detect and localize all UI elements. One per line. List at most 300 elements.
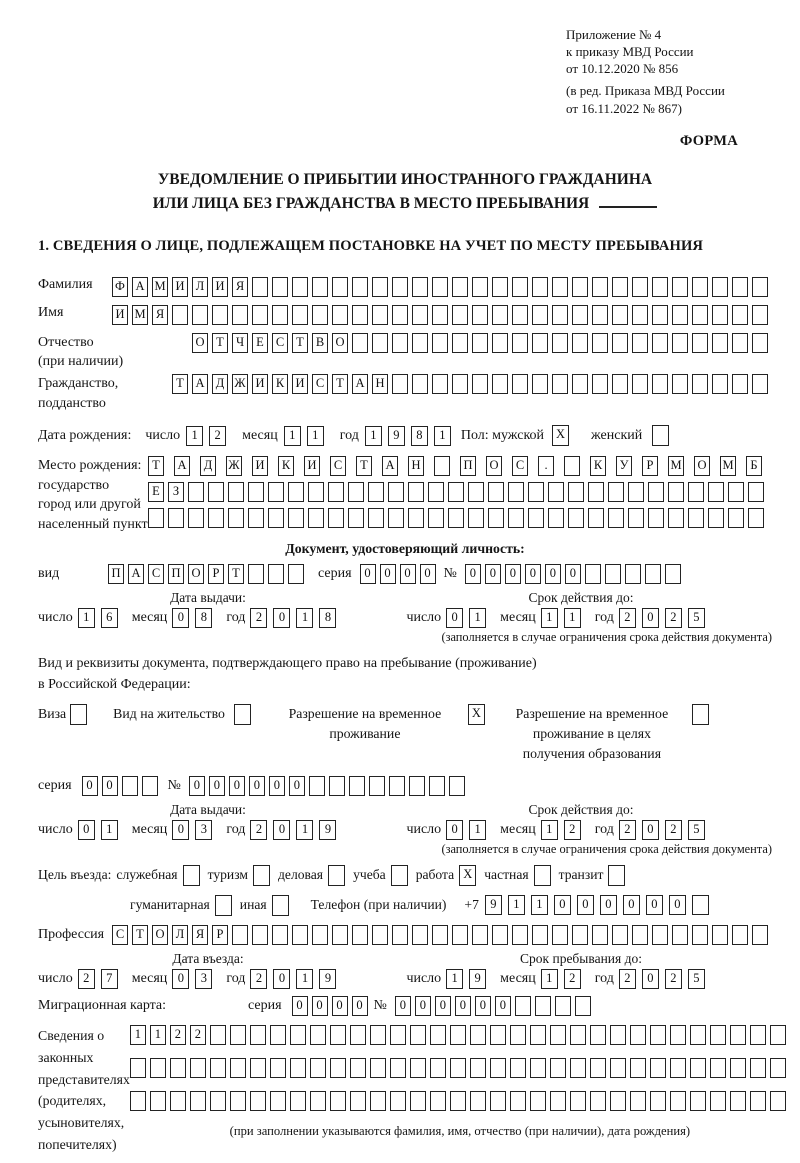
purpose-transit-checkbox[interactable] bbox=[608, 865, 625, 886]
char-box[interactable]: 9 bbox=[319, 820, 336, 840]
char-box[interactable]: О bbox=[188, 564, 204, 584]
purpose-work-checkbox[interactable] bbox=[459, 865, 476, 886]
char-box[interactable] bbox=[590, 1025, 606, 1045]
char-box[interactable] bbox=[308, 508, 324, 528]
char-box[interactable]: 2 bbox=[665, 820, 682, 840]
char-box[interactable] bbox=[670, 1091, 686, 1111]
char-box[interactable] bbox=[288, 508, 304, 528]
char-box[interactable]: 0 bbox=[554, 895, 571, 915]
char-box[interactable] bbox=[468, 482, 484, 502]
identity-issue-year-boxes[interactable] bbox=[250, 608, 342, 628]
char-box[interactable] bbox=[710, 1025, 726, 1045]
char-box[interactable] bbox=[670, 1058, 686, 1078]
char-box[interactable] bbox=[650, 1025, 666, 1045]
doc-type-boxes[interactable] bbox=[108, 564, 308, 584]
char-box[interactable]: И bbox=[212, 277, 228, 297]
char-box[interactable] bbox=[552, 305, 568, 325]
char-box[interactable] bbox=[350, 1091, 366, 1111]
char-box[interactable]: Т bbox=[148, 456, 164, 476]
char-box[interactable] bbox=[530, 1058, 546, 1078]
char-box[interactable]: Н bbox=[408, 456, 424, 476]
char-box[interactable] bbox=[515, 996, 531, 1016]
char-box[interactable] bbox=[492, 277, 508, 297]
char-box[interactable] bbox=[612, 277, 628, 297]
char-box[interactable] bbox=[350, 1058, 366, 1078]
residence-permit-checkbox[interactable] bbox=[234, 704, 251, 725]
char-box[interactable]: 2 bbox=[619, 820, 636, 840]
char-box[interactable] bbox=[572, 305, 588, 325]
char-box[interactable] bbox=[212, 305, 228, 325]
char-box[interactable]: Т bbox=[212, 333, 228, 353]
char-box[interactable] bbox=[408, 508, 424, 528]
char-box[interactable] bbox=[770, 1058, 786, 1078]
char-box[interactable] bbox=[728, 508, 744, 528]
char-box[interactable]: 0 bbox=[273, 969, 290, 989]
char-box[interactable] bbox=[564, 456, 580, 476]
char-box[interactable]: М bbox=[152, 277, 168, 297]
char-box[interactable]: Я bbox=[192, 925, 208, 945]
residence-issue-day-boxes[interactable] bbox=[78, 820, 124, 840]
char-box[interactable] bbox=[628, 482, 644, 502]
char-box[interactable] bbox=[750, 1091, 766, 1111]
char-box[interactable] bbox=[750, 1025, 766, 1045]
char-box[interactable] bbox=[432, 374, 448, 394]
representatives-row2-boxes[interactable] bbox=[130, 1058, 790, 1078]
char-box[interactable] bbox=[312, 277, 328, 297]
char-box[interactable]: 0 bbox=[209, 776, 225, 796]
char-box[interactable] bbox=[130, 1058, 146, 1078]
residence-valid-day-boxes[interactable] bbox=[446, 820, 492, 840]
char-box[interactable]: А bbox=[382, 456, 398, 476]
char-box[interactable]: 1 bbox=[531, 895, 548, 915]
char-box[interactable] bbox=[272, 305, 288, 325]
char-box[interactable]: 1 bbox=[186, 426, 203, 446]
char-box[interactable] bbox=[632, 374, 648, 394]
char-box[interactable] bbox=[308, 482, 324, 502]
char-box[interactable]: X bbox=[552, 425, 569, 446]
char-box[interactable]: А bbox=[174, 456, 190, 476]
char-box[interactable] bbox=[710, 1091, 726, 1111]
birth-place-row1-boxes[interactable] bbox=[148, 456, 772, 476]
char-box[interactable]: 0 bbox=[525, 564, 541, 584]
char-box[interactable] bbox=[552, 374, 568, 394]
char-box[interactable]: 1 bbox=[101, 820, 118, 840]
char-box[interactable] bbox=[452, 277, 468, 297]
char-box[interactable] bbox=[228, 508, 244, 528]
char-box[interactable] bbox=[252, 925, 268, 945]
char-box[interactable] bbox=[350, 1025, 366, 1045]
char-box[interactable] bbox=[192, 305, 208, 325]
char-box[interactable] bbox=[248, 508, 264, 528]
char-box[interactable] bbox=[450, 1091, 466, 1111]
edu-permit-checkbox[interactable] bbox=[692, 704, 709, 725]
char-box[interactable] bbox=[470, 1091, 486, 1111]
char-box[interactable] bbox=[332, 925, 348, 945]
char-box[interactable] bbox=[130, 1091, 146, 1111]
char-box[interactable]: И bbox=[172, 277, 188, 297]
char-box[interactable] bbox=[512, 333, 528, 353]
char-box[interactable] bbox=[290, 1091, 306, 1111]
char-box[interactable] bbox=[492, 333, 508, 353]
char-box[interactable]: К bbox=[272, 374, 288, 394]
char-box[interactable] bbox=[608, 508, 624, 528]
char-box[interactable] bbox=[390, 1091, 406, 1111]
char-box[interactable]: О bbox=[332, 333, 348, 353]
char-box[interactable]: П bbox=[168, 564, 184, 584]
char-box[interactable] bbox=[412, 333, 428, 353]
char-box[interactable] bbox=[575, 996, 591, 1016]
surname-boxes[interactable] bbox=[112, 277, 772, 297]
char-box[interactable] bbox=[368, 508, 384, 528]
char-box[interactable] bbox=[352, 925, 368, 945]
char-box[interactable] bbox=[272, 277, 288, 297]
stay-month-boxes[interactable] bbox=[541, 969, 587, 989]
char-box[interactable] bbox=[349, 776, 365, 796]
char-box[interactable] bbox=[452, 374, 468, 394]
char-box[interactable] bbox=[632, 333, 648, 353]
char-box[interactable] bbox=[672, 374, 688, 394]
char-box[interactable]: Л bbox=[192, 277, 208, 297]
char-box[interactable] bbox=[389, 776, 405, 796]
char-box[interactable] bbox=[572, 277, 588, 297]
char-box[interactable] bbox=[352, 305, 368, 325]
stay-year-boxes[interactable] bbox=[619, 969, 711, 989]
char-box[interactable] bbox=[142, 776, 158, 796]
char-box[interactable]: 2 bbox=[78, 969, 95, 989]
char-box[interactable]: С bbox=[512, 456, 528, 476]
citizenship-boxes[interactable] bbox=[172, 374, 772, 394]
char-box[interactable] bbox=[732, 925, 748, 945]
char-box[interactable] bbox=[690, 1025, 706, 1045]
char-box[interactable]: 2 bbox=[170, 1025, 186, 1045]
char-box[interactable] bbox=[632, 925, 648, 945]
char-box[interactable] bbox=[630, 1058, 646, 1078]
char-box[interactable] bbox=[252, 305, 268, 325]
visa-checkbox[interactable] bbox=[70, 704, 87, 725]
char-box[interactable] bbox=[572, 925, 588, 945]
entry-year-boxes[interactable] bbox=[250, 969, 342, 989]
char-box[interactable] bbox=[410, 1025, 426, 1045]
char-box[interactable] bbox=[330, 1091, 346, 1111]
char-box[interactable] bbox=[690, 1091, 706, 1111]
char-box[interactable] bbox=[328, 508, 344, 528]
char-box[interactable]: З bbox=[168, 482, 184, 502]
char-box[interactable]: 0 bbox=[642, 820, 659, 840]
char-box[interactable]: 0 bbox=[446, 608, 463, 628]
char-box[interactable] bbox=[432, 305, 448, 325]
char-box[interactable] bbox=[449, 776, 465, 796]
char-box[interactable]: О bbox=[152, 925, 168, 945]
char-box[interactable] bbox=[328, 865, 345, 886]
char-box[interactable] bbox=[770, 1091, 786, 1111]
char-box[interactable] bbox=[552, 333, 568, 353]
char-box[interactable]: О bbox=[486, 456, 502, 476]
identity-valid-day-boxes[interactable] bbox=[446, 608, 492, 628]
purpose-official-checkbox[interactable] bbox=[183, 865, 200, 886]
representatives-row3-boxes[interactable] bbox=[130, 1091, 790, 1111]
char-box[interactable]: 0 bbox=[577, 895, 594, 915]
char-box[interactable] bbox=[532, 277, 548, 297]
char-box[interactable] bbox=[630, 1025, 646, 1045]
char-box[interactable] bbox=[210, 1091, 226, 1111]
char-box[interactable] bbox=[728, 482, 744, 502]
char-box[interactable]: Т bbox=[172, 374, 188, 394]
char-box[interactable] bbox=[232, 925, 248, 945]
char-box[interactable]: 0 bbox=[189, 776, 205, 796]
char-box[interactable]: Т bbox=[228, 564, 244, 584]
char-box[interactable]: 0 bbox=[495, 996, 511, 1016]
char-box[interactable] bbox=[610, 1058, 626, 1078]
char-box[interactable] bbox=[408, 482, 424, 502]
char-box[interactable]: 0 bbox=[485, 564, 501, 584]
char-box[interactable] bbox=[330, 1058, 346, 1078]
char-box[interactable]: 1 bbox=[469, 608, 486, 628]
char-box[interactable] bbox=[712, 374, 728, 394]
char-box[interactable] bbox=[390, 1058, 406, 1078]
char-box[interactable] bbox=[770, 1025, 786, 1045]
char-box[interactable] bbox=[352, 277, 368, 297]
char-box[interactable]: 0 bbox=[269, 776, 285, 796]
char-box[interactable] bbox=[270, 1025, 286, 1045]
identity-valid-month-boxes[interactable] bbox=[541, 608, 587, 628]
char-box[interactable]: 0 bbox=[565, 564, 581, 584]
char-box[interactable] bbox=[650, 1058, 666, 1078]
char-box[interactable] bbox=[692, 704, 709, 725]
char-box[interactable] bbox=[652, 305, 668, 325]
char-box[interactable] bbox=[648, 482, 664, 502]
char-box[interactable] bbox=[370, 1058, 386, 1078]
char-box[interactable]: А bbox=[192, 374, 208, 394]
char-box[interactable] bbox=[592, 305, 608, 325]
char-box[interactable]: Ж bbox=[232, 374, 248, 394]
char-box[interactable] bbox=[228, 482, 244, 502]
char-box[interactable]: 2 bbox=[619, 608, 636, 628]
char-box[interactable]: 1 bbox=[365, 426, 382, 446]
char-box[interactable]: Т bbox=[356, 456, 372, 476]
char-box[interactable] bbox=[608, 482, 624, 502]
char-box[interactable]: 2 bbox=[564, 969, 581, 989]
residence-issue-year-boxes[interactable] bbox=[250, 820, 342, 840]
char-box[interactable] bbox=[692, 374, 708, 394]
char-box[interactable] bbox=[592, 277, 608, 297]
char-box[interactable] bbox=[512, 374, 528, 394]
char-box[interactable] bbox=[328, 482, 344, 502]
char-box[interactable]: Я bbox=[152, 305, 168, 325]
char-box[interactable] bbox=[748, 508, 764, 528]
char-box[interactable] bbox=[730, 1058, 746, 1078]
char-box[interactable] bbox=[392, 374, 408, 394]
birth-place-row3-boxes[interactable] bbox=[148, 508, 772, 528]
char-box[interactable] bbox=[452, 925, 468, 945]
char-box[interactable] bbox=[625, 564, 641, 584]
char-box[interactable] bbox=[732, 305, 748, 325]
residence-valid-year-boxes[interactable] bbox=[619, 820, 711, 840]
char-box[interactable] bbox=[292, 305, 308, 325]
given-name-boxes[interactable] bbox=[112, 305, 772, 325]
char-box[interactable] bbox=[612, 333, 628, 353]
char-box[interactable]: 0 bbox=[465, 564, 481, 584]
char-box[interactable]: Ч bbox=[232, 333, 248, 353]
residence-issue-month-boxes[interactable] bbox=[172, 820, 218, 840]
identity-issue-day-boxes[interactable] bbox=[78, 608, 124, 628]
char-box[interactable] bbox=[492, 305, 508, 325]
char-box[interactable] bbox=[752, 277, 768, 297]
char-box[interactable] bbox=[752, 925, 768, 945]
char-box[interactable]: 0 bbox=[82, 776, 98, 796]
char-box[interactable]: Р bbox=[208, 564, 224, 584]
char-box[interactable] bbox=[188, 482, 204, 502]
char-box[interactable] bbox=[410, 1058, 426, 1078]
male-checkbox[interactable] bbox=[552, 425, 569, 446]
char-box[interactable] bbox=[648, 508, 664, 528]
char-box[interactable] bbox=[652, 277, 668, 297]
char-box[interactable] bbox=[608, 865, 625, 886]
char-box[interactable] bbox=[428, 508, 444, 528]
char-box[interactable] bbox=[510, 1025, 526, 1045]
char-box[interactable] bbox=[148, 508, 164, 528]
char-box[interactable]: 1 bbox=[541, 820, 558, 840]
char-box[interactable]: А bbox=[128, 564, 144, 584]
char-box[interactable] bbox=[592, 374, 608, 394]
char-box[interactable] bbox=[512, 925, 528, 945]
char-box[interactable] bbox=[712, 277, 728, 297]
char-box[interactable] bbox=[670, 1025, 686, 1045]
char-box[interactable]: Е bbox=[252, 333, 268, 353]
char-box[interactable]: Б bbox=[746, 456, 762, 476]
char-box[interactable] bbox=[555, 996, 571, 1016]
char-box[interactable] bbox=[588, 482, 604, 502]
char-box[interactable]: В bbox=[312, 333, 328, 353]
char-box[interactable] bbox=[688, 508, 704, 528]
char-box[interactable]: П bbox=[460, 456, 476, 476]
residence-number-boxes[interactable] bbox=[189, 776, 469, 796]
char-box[interactable]: 1 bbox=[130, 1025, 146, 1045]
char-box[interactable] bbox=[330, 1025, 346, 1045]
char-box[interactable]: С bbox=[148, 564, 164, 584]
char-box[interactable] bbox=[610, 1091, 626, 1111]
char-box[interactable] bbox=[652, 925, 668, 945]
char-box[interactable] bbox=[208, 508, 224, 528]
char-box[interactable] bbox=[692, 925, 708, 945]
char-box[interactable] bbox=[528, 482, 544, 502]
char-box[interactable]: 0 bbox=[545, 564, 561, 584]
char-box[interactable] bbox=[672, 925, 688, 945]
char-box[interactable] bbox=[472, 277, 488, 297]
char-box[interactable] bbox=[310, 1058, 326, 1078]
char-box[interactable]: 5 bbox=[688, 820, 705, 840]
char-box[interactable]: 8 bbox=[319, 608, 336, 628]
char-box[interactable] bbox=[409, 776, 425, 796]
char-box[interactable]: 0 bbox=[400, 564, 416, 584]
char-box[interactable]: 1 bbox=[150, 1025, 166, 1045]
char-box[interactable] bbox=[250, 1058, 266, 1078]
char-box[interactable] bbox=[392, 925, 408, 945]
identity-valid-year-boxes[interactable] bbox=[619, 608, 711, 628]
char-box[interactable]: 0 bbox=[172, 820, 189, 840]
purpose-business-checkbox[interactable] bbox=[328, 865, 345, 886]
doc-number-boxes[interactable] bbox=[465, 564, 685, 584]
char-box[interactable] bbox=[752, 374, 768, 394]
char-box[interactable]: 0 bbox=[475, 996, 491, 1016]
char-box[interactable]: 0 bbox=[352, 996, 368, 1016]
char-box[interactable] bbox=[372, 277, 388, 297]
birth-day-boxes[interactable] bbox=[186, 426, 232, 446]
char-box[interactable] bbox=[452, 305, 468, 325]
char-box[interactable]: 0 bbox=[446, 820, 463, 840]
char-box[interactable] bbox=[168, 508, 184, 528]
char-box[interactable] bbox=[570, 1058, 586, 1078]
char-box[interactable] bbox=[490, 1058, 506, 1078]
char-box[interactable]: С bbox=[112, 925, 128, 945]
char-box[interactable]: П bbox=[108, 564, 124, 584]
char-box[interactable]: 1 bbox=[296, 969, 313, 989]
char-box[interactable] bbox=[432, 925, 448, 945]
char-box[interactable]: 9 bbox=[469, 969, 486, 989]
char-box[interactable] bbox=[391, 865, 408, 886]
char-box[interactable]: Я bbox=[232, 277, 248, 297]
char-box[interactable] bbox=[208, 482, 224, 502]
char-box[interactable] bbox=[430, 1025, 446, 1045]
entry-month-boxes[interactable] bbox=[172, 969, 218, 989]
char-box[interactable] bbox=[605, 564, 621, 584]
char-box[interactable]: 8 bbox=[195, 608, 212, 628]
temp-permit-checkbox[interactable] bbox=[468, 704, 485, 725]
char-box[interactable] bbox=[450, 1025, 466, 1045]
char-box[interactable]: 2 bbox=[190, 1025, 206, 1045]
char-box[interactable]: 6 bbox=[101, 608, 118, 628]
char-box[interactable] bbox=[310, 1025, 326, 1045]
char-box[interactable]: А bbox=[352, 374, 368, 394]
char-box[interactable]: 2 bbox=[250, 820, 267, 840]
char-box[interactable] bbox=[708, 482, 724, 502]
char-box[interactable] bbox=[429, 776, 445, 796]
char-box[interactable] bbox=[570, 1025, 586, 1045]
char-box[interactable] bbox=[372, 925, 388, 945]
char-box[interactable] bbox=[630, 1091, 646, 1111]
char-box[interactable] bbox=[712, 333, 728, 353]
char-box[interactable] bbox=[230, 1058, 246, 1078]
char-box[interactable]: 0 bbox=[289, 776, 305, 796]
char-box[interactable] bbox=[312, 925, 328, 945]
char-box[interactable] bbox=[292, 277, 308, 297]
char-box[interactable] bbox=[672, 305, 688, 325]
char-box[interactable]: 0 bbox=[435, 996, 451, 1016]
char-box[interactable]: Е bbox=[148, 482, 164, 502]
char-box[interactable] bbox=[732, 277, 748, 297]
char-box[interactable] bbox=[388, 482, 404, 502]
char-box[interactable]: 1 bbox=[564, 608, 581, 628]
char-box[interactable] bbox=[692, 333, 708, 353]
char-box[interactable]: У bbox=[616, 456, 632, 476]
char-box[interactable] bbox=[292, 925, 308, 945]
char-box[interactable] bbox=[590, 1091, 606, 1111]
char-box[interactable]: 0 bbox=[172, 608, 189, 628]
identity-issue-month-boxes[interactable] bbox=[172, 608, 218, 628]
char-box[interactable] bbox=[150, 1091, 166, 1111]
char-box[interactable] bbox=[390, 1025, 406, 1045]
entry-day-boxes[interactable] bbox=[78, 969, 124, 989]
char-box[interactable]: 2 bbox=[250, 969, 267, 989]
char-box[interactable] bbox=[215, 895, 232, 916]
char-box[interactable] bbox=[312, 305, 328, 325]
char-box[interactable] bbox=[488, 482, 504, 502]
char-box[interactable] bbox=[210, 1025, 226, 1045]
char-box[interactable] bbox=[512, 305, 528, 325]
char-box[interactable]: Р bbox=[642, 456, 658, 476]
char-box[interactable] bbox=[510, 1058, 526, 1078]
char-box[interactable] bbox=[252, 277, 268, 297]
char-box[interactable] bbox=[290, 1025, 306, 1045]
